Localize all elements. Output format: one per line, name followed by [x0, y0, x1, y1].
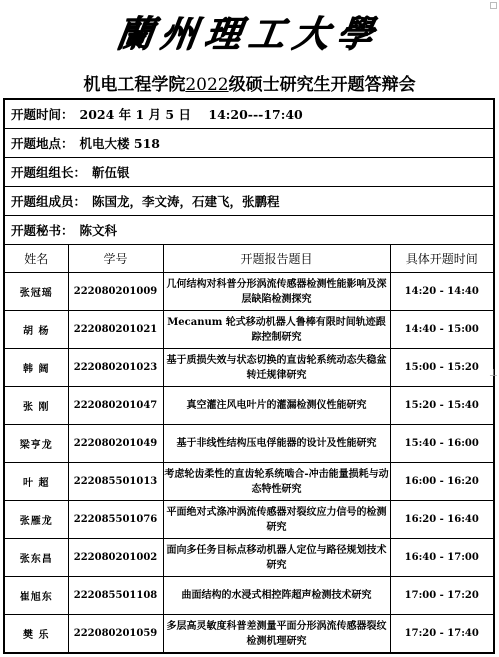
student-name: 叶 超: [5, 463, 68, 501]
student-name: 梁亨龙: [5, 425, 68, 463]
info-time: [5, 100, 493, 129]
info-members: [5, 187, 493, 216]
student-name: 崔旭东: [5, 577, 68, 615]
members-label: 开题组成员：: [11, 194, 87, 209]
report-topic: 面向多任务目标点移动机器人定位与路径规划技术研究: [163, 539, 390, 577]
time-slot: 15:20 - 15:40: [390, 387, 493, 425]
table-row: [5, 539, 493, 577]
place-value: 机电大楼 518: [79, 136, 160, 151]
time-slot: 14:20 - 14:40: [390, 273, 493, 311]
time-label: 开题时间：: [11, 107, 74, 122]
report-topic: 考虑轮齿柔性的直齿轮系统啮合-冲击能量损耗与动态特性研究: [163, 463, 390, 501]
student-id: 222080201023: [68, 349, 163, 387]
time-slot: 14:40 - 15:00: [390, 311, 493, 349]
info-leader: [5, 158, 493, 187]
side-marker: ⊥: [489, 368, 498, 379]
report-topic: 几何结构对科普分形涡流传感器检测性能影响及深层缺陷检测探究: [163, 273, 390, 311]
table-row: [5, 463, 493, 501]
table-row: [5, 425, 493, 463]
schedule-table: [5, 245, 493, 652]
time-slot: 15:40 - 16:00: [390, 425, 493, 463]
logo-calligraphy: 蘭州理工大學: [114, 12, 385, 55]
table-row: [5, 501, 493, 539]
header-name: 姓名: [5, 245, 68, 273]
time-value: 2024 年 1 月 5 日 14:20---17:40: [79, 107, 303, 122]
time-slot: 16:00 - 16:20: [390, 463, 493, 501]
members-value: 陈国龙，李文涛，石建飞，张鹏程: [92, 194, 280, 209]
table-row: [5, 311, 493, 349]
title-year: 2022: [185, 75, 229, 95]
secretary-value: 陈文科: [79, 223, 118, 238]
info-place: [5, 129, 493, 158]
student-id: 222080201047: [68, 387, 163, 425]
report-topic: Mecanum 轮式移动机器人鲁棒有限时间轨迹跟踪控制研究: [163, 311, 390, 349]
report-topic: 平面绝对式涤冲涡流传感器对裂纹应力信号的检测研究: [163, 501, 390, 539]
report-topic: 曲面结构的水浸式相控阵超声检测技术研究: [163, 577, 390, 615]
header-topic: 开题报告题目: [163, 245, 390, 273]
student-name: 胡 杨: [5, 311, 68, 349]
student-name: 樊 乐: [5, 615, 68, 653]
student-id: 222085501108: [68, 577, 163, 615]
student-name: 张东昌: [5, 539, 68, 577]
header-id: 学号: [68, 245, 163, 273]
table-row: [5, 387, 493, 425]
header-time: 具体开题时间: [390, 245, 493, 273]
place-label: 开题地点：: [11, 136, 74, 151]
student-id: 222085501013: [68, 463, 163, 501]
university-logo: [0, 0, 499, 62]
info-secretary: [5, 216, 493, 245]
time-slot: 17:00 - 17:20: [390, 577, 493, 615]
time-slot: 16:20 - 16:40: [390, 501, 493, 539]
leader-value: 靳伍银: [92, 165, 130, 180]
student-id: 222080201009: [68, 273, 163, 311]
student-id: 222080201059: [68, 615, 163, 653]
student-id: 222080201002: [68, 539, 163, 577]
report-topic: 真空灌注风电叶片的灌漏检测仪性能研究: [163, 387, 390, 425]
title-prefix: 机电工程学院: [83, 75, 186, 95]
report-topic: 基于非线性结构压电俘能器的设计及性能研究: [163, 425, 390, 463]
table-row: [5, 273, 493, 311]
schedule-sheet: [3, 98, 495, 654]
secretary-label: 开题秘书：: [11, 223, 74, 238]
student-id: 222080201049: [68, 425, 163, 463]
student-name: 张冠瑶: [5, 273, 68, 311]
document-title: [0, 70, 499, 95]
table-row: [5, 577, 493, 615]
table-header-row: [5, 245, 493, 273]
student-name: 张 刚: [5, 387, 68, 425]
table-row: [5, 615, 493, 653]
time-slot: 17:20 - 17:40: [390, 615, 493, 653]
time-slot: 16:40 - 17:00: [390, 539, 493, 577]
report-topic: 多层高灵敏度科普差测量平面分形涡流传感器裂纹检测机理研究: [163, 615, 390, 653]
time-slot: 15:00 - 15:20: [390, 349, 493, 387]
report-topic: 基于质损失效与状态切换的直齿轮系统动态失稳盆转迁规律研究: [163, 349, 390, 387]
student-name: 张雁龙: [5, 501, 68, 539]
student-id: 222085501076: [68, 501, 163, 539]
student-name: 韩 阔: [5, 349, 68, 387]
leader-label: 开题组组长：: [11, 165, 87, 180]
table-row: [5, 349, 493, 387]
title-suffix: 级硕士研究生开题答辩会: [228, 75, 416, 95]
student-id: 222080201021: [68, 311, 163, 349]
